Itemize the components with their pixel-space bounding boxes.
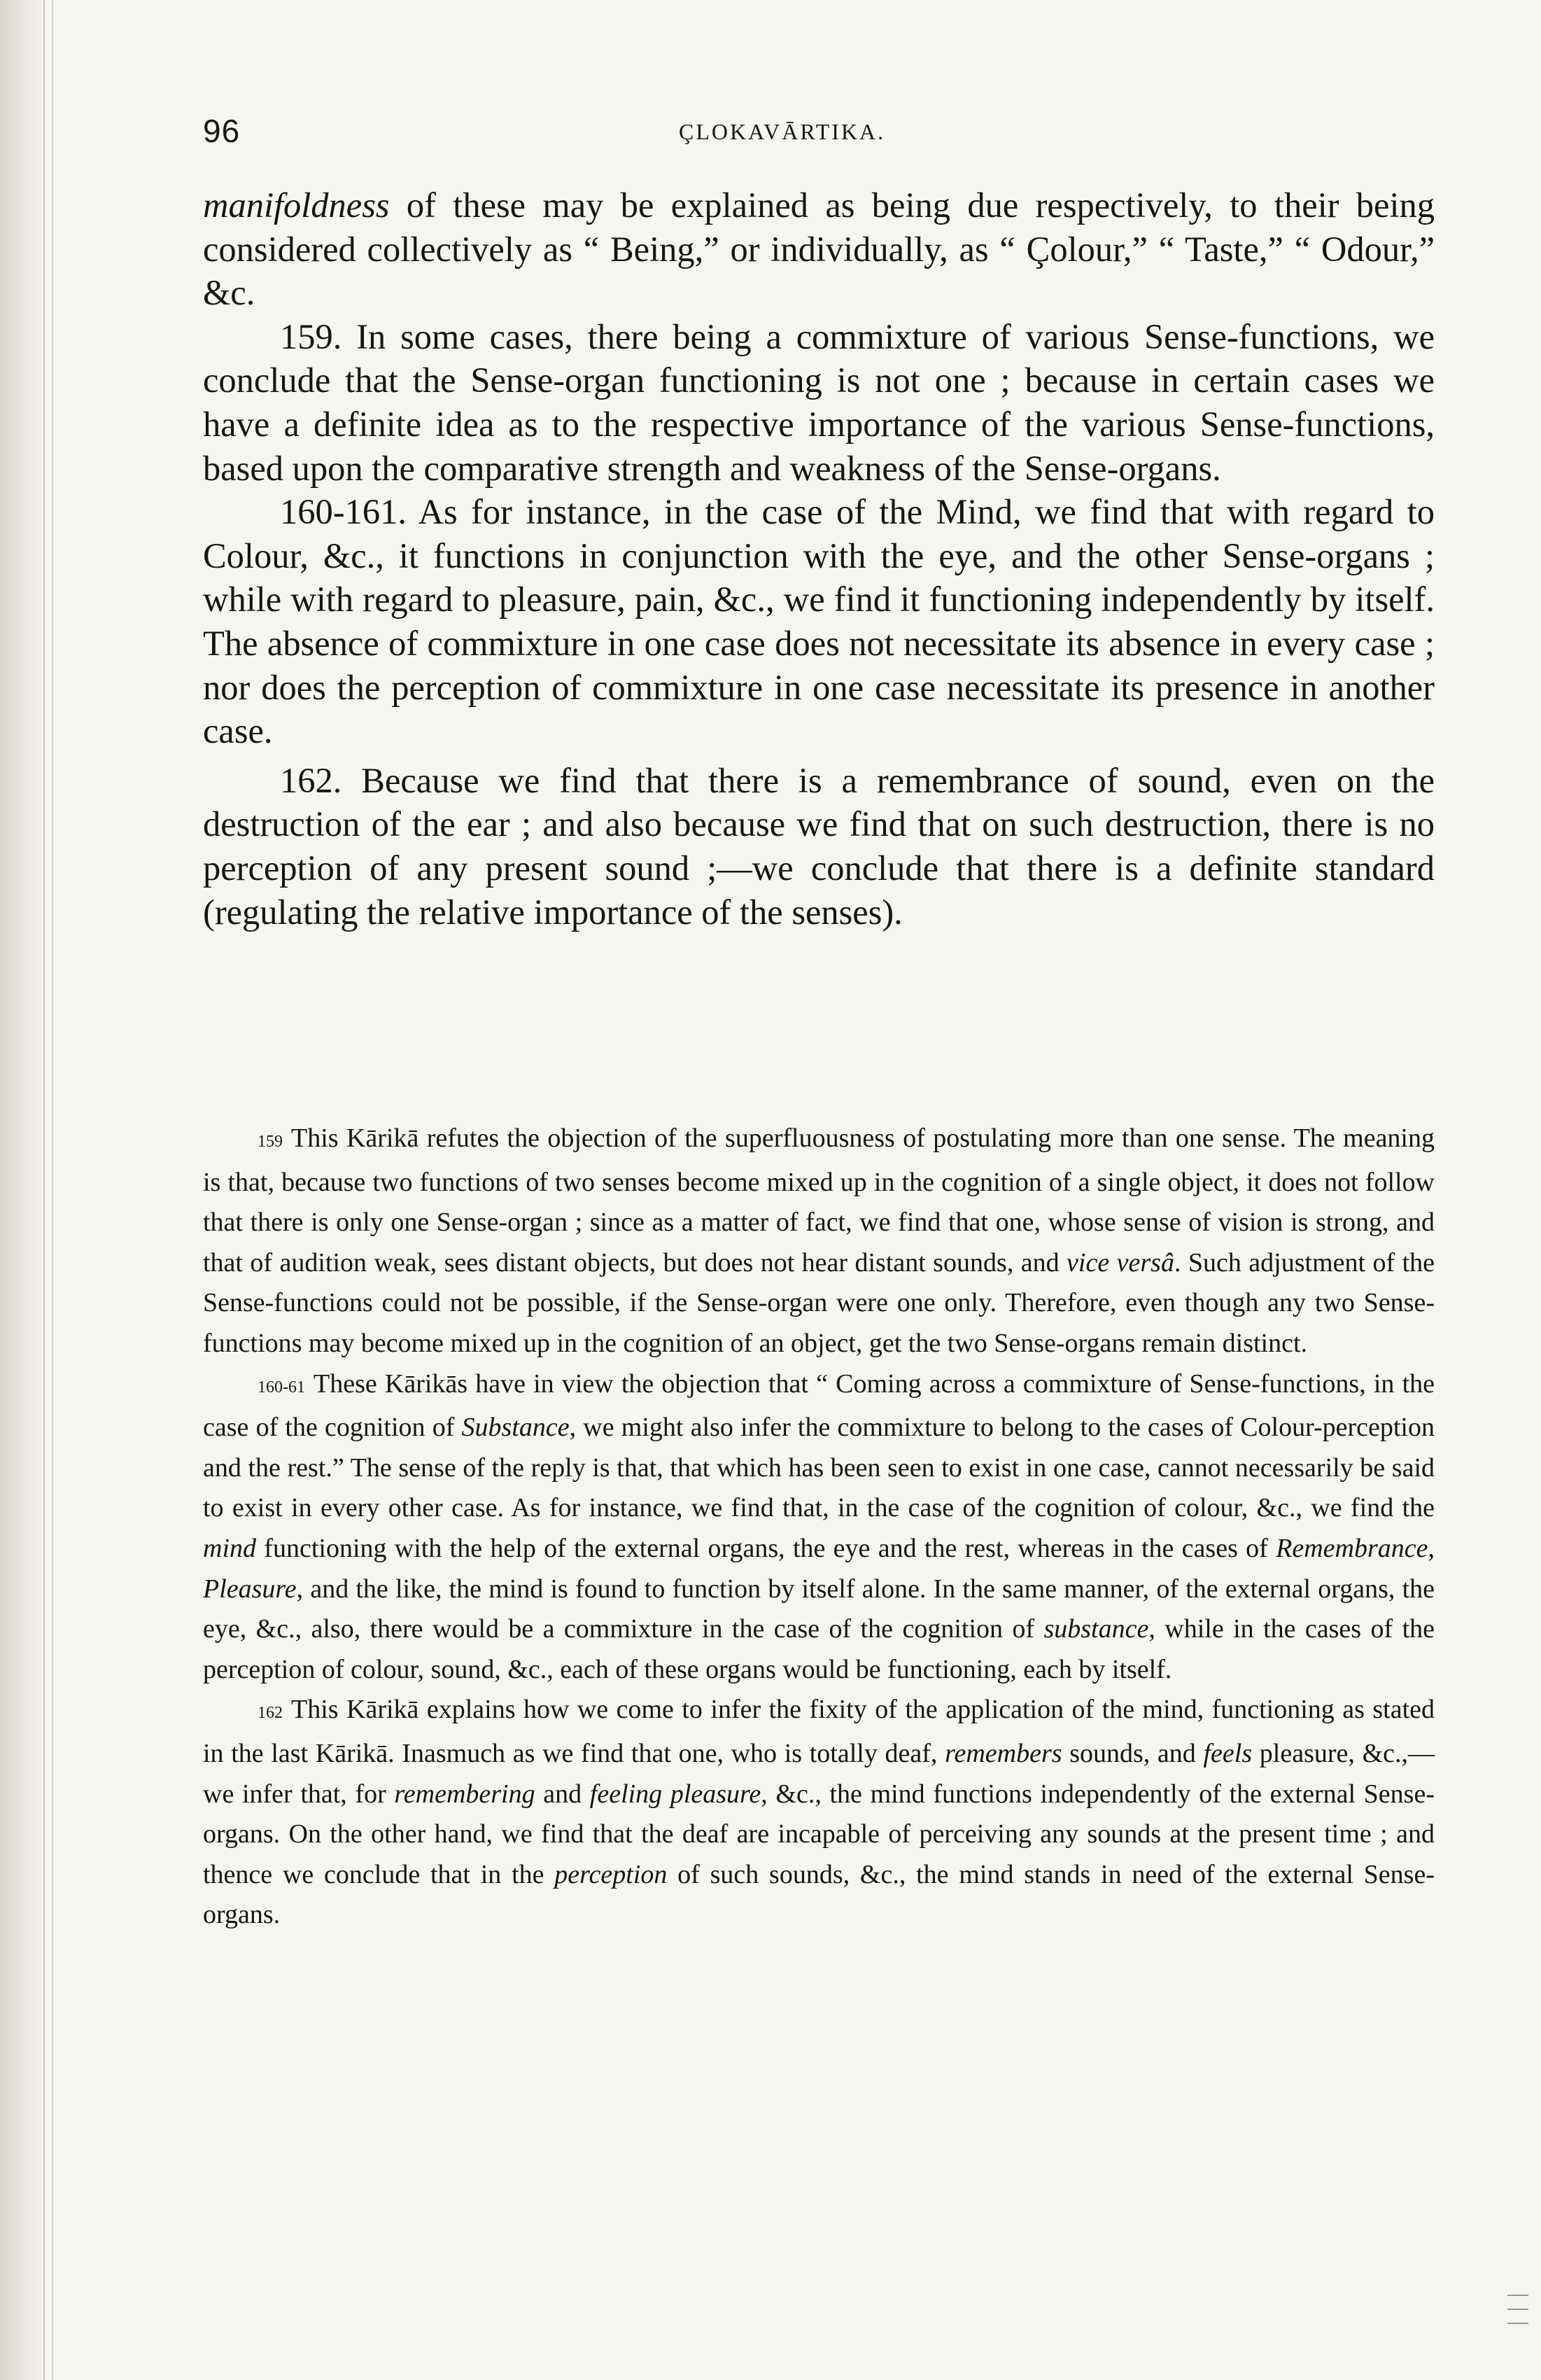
- paragraph-continued: [203, 183, 1435, 315]
- italic-term: remembering: [394, 1779, 535, 1809]
- footnote-text: pleasure, &c.,—we infer that, for: [203, 1738, 1435, 1809]
- edge-tick: [1507, 2295, 1528, 2296]
- footnote-162: [203, 1690, 1435, 1935]
- scan-edge-marks: [1495, 2282, 1537, 2380]
- binding-shadow: [0, 0, 49, 2380]
- edge-tick: [1507, 2323, 1528, 2324]
- footnote-text: This Kārikā explains how we come to infer the fixity of the application of the mind, functioning as stated in the last Kārikā. Inasmuch as we find that one, who is totally deaf,: [203, 1695, 1435, 1768]
- verse-162: 162. Because we find that there is a remembrance of sound, even on the destruction of the ear ; and also because we find that on such destruction, there is no perception of any present sound ;—we conclude that there is a definite standard (regulating the relative importance of the senses).: [203, 760, 1435, 932]
- footnote-text: , we might also infer the commixture to belong to the cases of Colour-perception and the rest.” The sense of the reply is that, that which has been seen to exist in one case, cannot necessarily be said to exist in every other case. As for instance, we find that, in the case of the cognition of colour, &c., we find the: [203, 1413, 1435, 1523]
- footnote-text: functioning with the help of the external organs, the eye and the rest, whereas in the cases of: [256, 1533, 1276, 1563]
- footnotes: [203, 1119, 1435, 1935]
- edge-tick: [1507, 2309, 1528, 2310]
- footnote-mark: 162: [258, 1704, 283, 1723]
- footnote-text: of such sounds, &c., the mind stands in need of the external Sense-organs.: [203, 1859, 1435, 1930]
- footnote-text: and the like, the mind is found to function by itself alone. In the same manner, of the external organs, the eye, &c., also, there would be a commixture in the case of the cognition of: [203, 1574, 1435, 1644]
- gutter-line: [52, 0, 53, 2380]
- footnote-mark: 160-61: [258, 1378, 305, 1396]
- italic-term: Remembrance, Pleasure,: [203, 1533, 1435, 1604]
- verse-160-161: 160-161. As for instance, in the case of the Mind, we find that with regard to Colour, &c., it functions in conjunction with the eye, and the other Sense-organs ; while with regard to pleasure, pain, &c., we find it functioning independently by itself. The absence of commixture in one case does not necessitate its absence in every case ; nor does the perception of commixture in one case necessitate its presence in another case.: [203, 492, 1435, 751]
- footnote-text: This Kārikā refutes the objection of the superfluousness of postulating more than one sense. The meaning is that, because two functions of two senses become mixed up in the cognition of a single object, it does not follow that there is only one Sense-organ ; since as a matter of fact, we find that one, whose sense of vision is strong, and that of audition weak, sees distant objects, but does not hear distant sounds, and: [203, 1124, 1435, 1278]
- italic-term: Substance: [461, 1413, 570, 1443]
- footnote-text: and: [535, 1779, 590, 1809]
- page-header: [203, 112, 1435, 161]
- footnote-159: [203, 1119, 1435, 1364]
- footnote-mark: 159: [258, 1133, 283, 1151]
- italic-term: feels: [1203, 1738, 1253, 1768]
- page-number: 96: [203, 113, 241, 149]
- footnote-text: sounds, and: [1062, 1738, 1204, 1768]
- italic-term: remembers: [945, 1738, 1062, 1768]
- italic-term: mind: [203, 1533, 256, 1563]
- italic-term: perception: [554, 1859, 668, 1889]
- italic-term: vice versâ: [1067, 1247, 1174, 1278]
- footnote-text: These Kārikās have in view the objection that “ Coming across a commixture of Sense-functions, in the case of the cognition of: [203, 1368, 1435, 1443]
- footnote-text: . Such adjustment of the Sense-functions could not be possible, if the Sense-organ were one only. Therefore, even though any two Sense-functions may become mixed up in the cognition of an object, get the two Sense-organs remain distinct.: [203, 1247, 1435, 1358]
- gutter-line: [43, 0, 45, 2380]
- main-text: [203, 183, 1435, 934]
- italic-term: feeling pleasure: [589, 1779, 761, 1809]
- footnote-160-61: [203, 1364, 1435, 1690]
- italic-term: manifoldness: [203, 186, 390, 225]
- footnote-text: , &c., the mind functions independently of the external Sense-organs. On the other hand, we find that the deaf are incapable of perceiving any sounds at the present time ; and thence we conclude that in the: [203, 1779, 1435, 1889]
- verse-159: 159. In some cases, there being a commixture of various Sense-functions, we conclude that the Sense-organ functioning is not one ; because in certain cases we have a definite idea as to the respective importance of the various Sense-functions, based upon the comparative strength and weakness of the Sense-organs.: [203, 316, 1435, 488]
- paragraph-text: of these may be explained as being due respectively, to their being considered collectively as “ Being,” or individually, as “ Çolour,” “ Taste,” “ Odour,” &c.: [203, 186, 1435, 313]
- italic-term: substance: [1043, 1614, 1149, 1644]
- running-head: ÇLOKAVĀRTIKA.: [679, 119, 886, 144]
- footnote-text: , while in the cases of the perception of colour, sound, &c., each of these organs would be functioning, each by itself.: [203, 1614, 1435, 1684]
